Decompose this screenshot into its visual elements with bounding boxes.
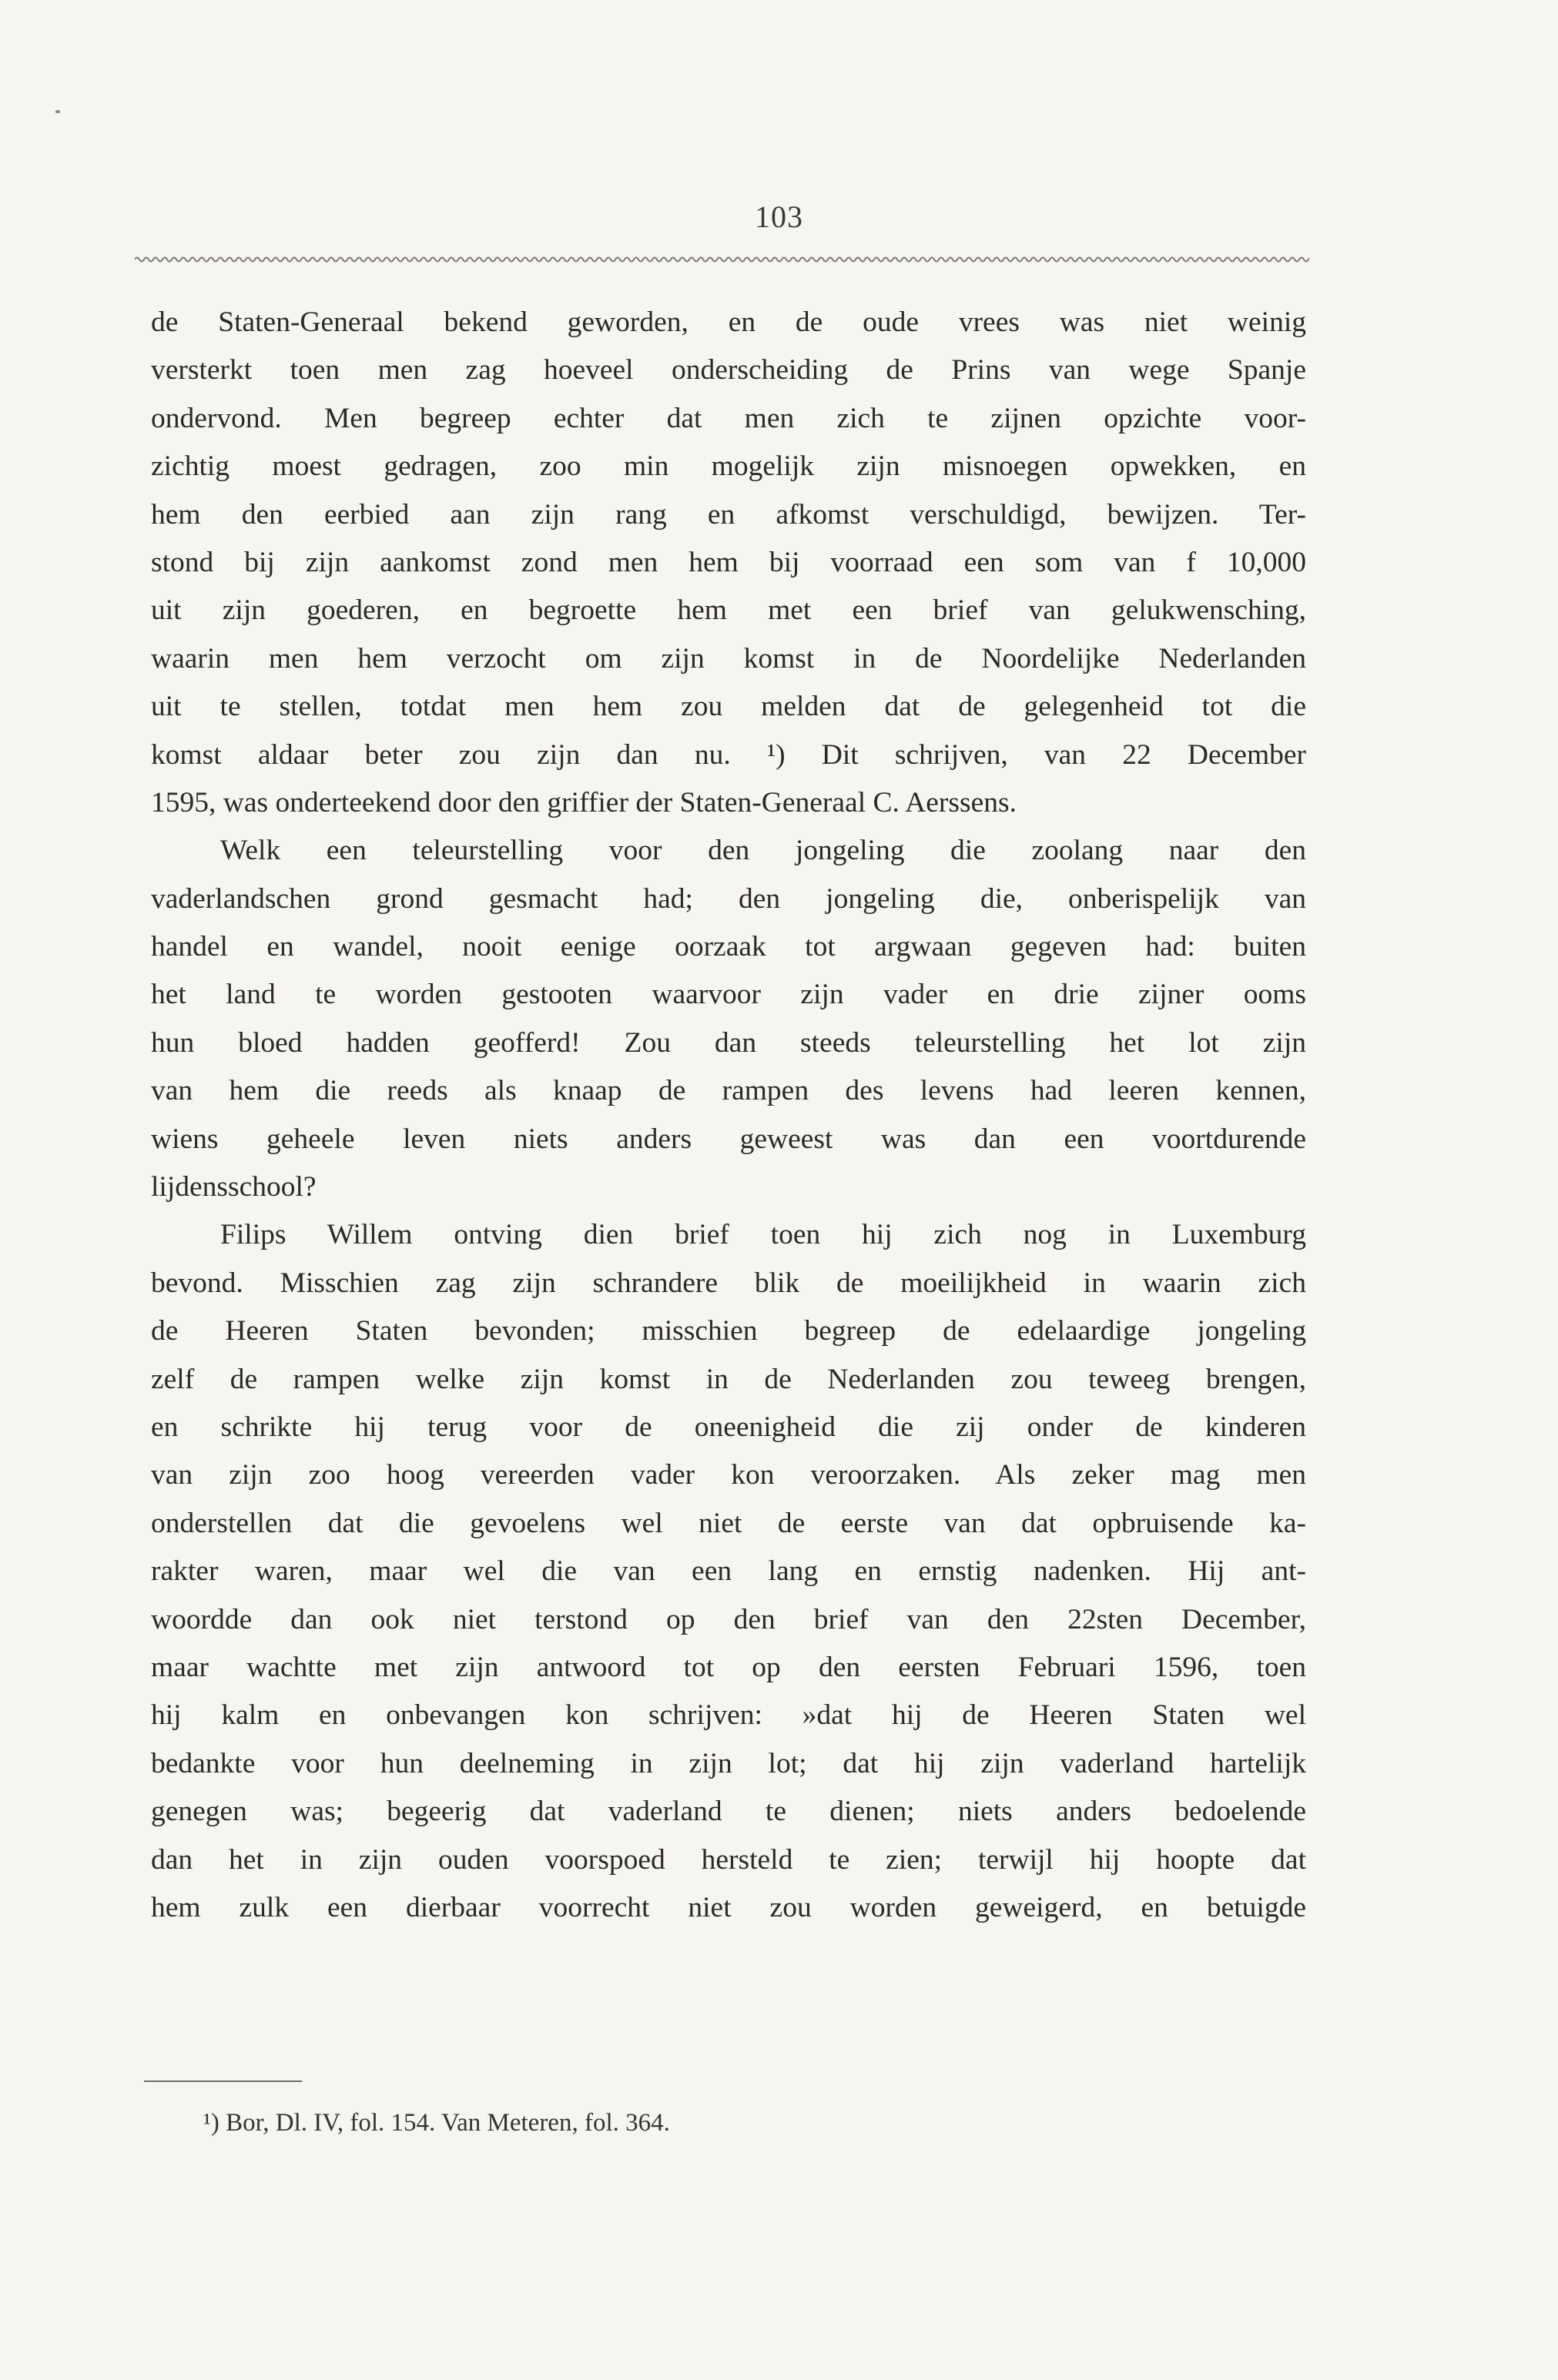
text-line: bedankte voor hun deelneming in zijn lot; dat hij zijn vaderland hartelijk: [151, 1747, 1306, 1779]
text-line: dan het in zijn ouden voorspoed hersteld te zien; terwijl hij hoopte dat: [151, 1843, 1306, 1876]
text-line: uit te stellen, totdat men hem zou melden dat de gelegenheid tot die: [151, 691, 1306, 723]
text-line: ondervond. Men begreep echter dat men zich te zijnen opzichte voor-: [151, 402, 1306, 434]
text-line: 1595, was onderteekend door den griffier der Staten-Generaal C. Aerssens.: [151, 786, 1017, 818]
text-line: van zijn zoo hoog vereerden vader kon veroorzaken. Als zeker mag men: [151, 1459, 1306, 1491]
footnote-separator: [144, 2080, 302, 2082]
page-number: 103: [755, 199, 803, 234]
text-line: de Heeren Staten bevonden; misschien begreep de edelaardige jongeling: [151, 1315, 1306, 1347]
text-line: uit zijn goederen, en begroette hem met een brief van gelukwensching,: [151, 594, 1306, 627]
text-line: genegen was; begeerig dat vaderland te dienen; niets anders bedoelende: [151, 1796, 1306, 1828]
text-line: waarin men hem verzocht om zijn komst in de Noordelijke Nederlanden: [151, 642, 1306, 675]
body-text: [151, 299, 1306, 1932]
text-line: zelf de rampen welke zijn komst in de Nederlanden zou teweeg brengen,: [151, 1363, 1306, 1395]
text-line: stond bij zijn aankomst zond men hem bij voorraad een som van f 10,000: [151, 546, 1306, 578]
text-line: bevond. Misschien zag zijn schrandere blik de moeilijkheid in waarin zich: [151, 1267, 1306, 1299]
text-line: woordde dan ook niet terstond op den brief van den 22sten December,: [151, 1603, 1306, 1635]
paragraph-3: [151, 1211, 1306, 1932]
footnote: ¹) Bor, Dl. IV, fol. 154. Van Meteren, fol. 364.: [203, 2109, 670, 2137]
text-line: handel en wandel, nooit eenige oorzaak tot argwaan gegeven had: buiten: [151, 931, 1306, 963]
paragraph-2: [151, 827, 1306, 1211]
text-line: maar wachtte met zijn antwoord tot op den eersten Februari 1596, toen: [151, 1651, 1306, 1683]
text-line: en schrikte hij terug voor de oneenigheid die zij onder de kinderen: [151, 1411, 1306, 1443]
text-line: hem zulk een dierbaar voorrecht niet zou worden geweigerd, en betuigde: [151, 1891, 1306, 1923]
text-line: hun bloed hadden geofferd! Zou dan steeds teleurstelling het lot zijn: [151, 1026, 1306, 1059]
paragraph-1: [151, 299, 1306, 827]
text-line: wiens geheele leven niets anders geweest was dan een voortdurende: [151, 1123, 1306, 1155]
text-line: zichtig moest gedragen, zoo min mogelijk zijn misnoegen opwekken, en: [151, 450, 1306, 483]
text-line: rakter waren, maar wel die van een lang en ernstig nadenken. Hij ant-: [151, 1555, 1306, 1588]
text-line: Welk een teleurstelling voor den jongeling die zoolang naar den: [220, 835, 1306, 867]
text-line: het land te worden gestooten waarvoor zijn vader en drie zijner ooms: [151, 979, 1306, 1011]
paper-speck: [55, 110, 60, 113]
text-line: onderstellen dat die gevoelens wel niet de eerste van dat opbruisende ka-: [151, 1507, 1306, 1539]
text-line: Filips Willem ontving dien brief toen hij zich nog in Luxemburg: [220, 1219, 1306, 1251]
text-line: versterkt toen men zag hoeveel onderscheiding de Prins van wege Spanje: [151, 354, 1306, 387]
header-ornament-rule: [135, 254, 1309, 265]
text-line: vaderlandschen grond gesmacht had; den jongeling die, onberispelijk van: [151, 882, 1306, 915]
text-line: hem den eerbied aan zijn rang en afkomst verschuldigd, bewijzen. Ter-: [151, 498, 1306, 531]
text-line: komst aldaar beter zou zijn dan nu. ¹) Dit schrijven, van 22 December: [151, 738, 1306, 771]
text-line: hij kalm en onbevangen kon schrijven: »dat hij de Heeren Staten wel: [151, 1699, 1306, 1732]
text-line: lijdensschool?: [151, 1171, 317, 1203]
text-line: van hem die reeds als knaap de rampen des levens had leeren kennen,: [151, 1075, 1306, 1107]
text-line: de Staten-Generaal bekend geworden, en de oude vrees was niet weinig: [151, 306, 1306, 338]
